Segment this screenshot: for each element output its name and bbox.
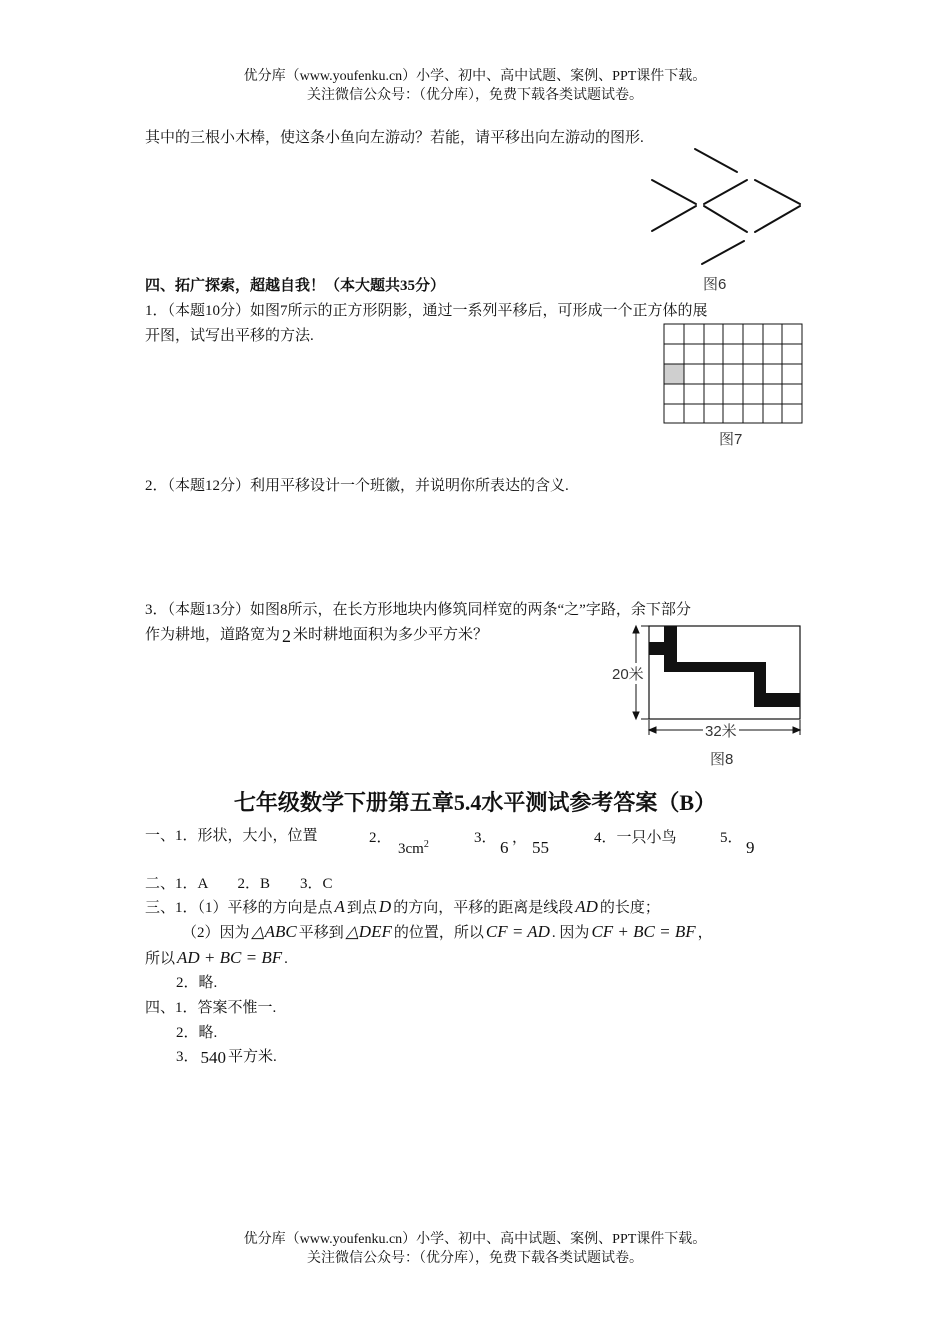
figure-7-caption: 图7 (719, 431, 743, 448)
answer-area-value: 540 (200, 1048, 227, 1067)
answer-1-3-value-1: 6 (500, 838, 509, 857)
answer-4-text-a: （2）因为 (182, 925, 250, 941)
q3-text-a: 作为耕地，道路宽为 (145, 627, 281, 643)
answer-1-3-label: 3． (474, 830, 497, 846)
triangle-abc: △ABC (251, 922, 297, 941)
answer-row-4 (182, 922, 713, 943)
fish-stick (704, 206, 747, 232)
answer-1-3-comma: ， (512, 830, 528, 846)
fish-stick (755, 206, 800, 232)
equation-cf-bc-bf: CF + BC = BF (591, 922, 696, 941)
answer-4-text-c: 的位置，所以 (393, 925, 484, 941)
answer-row-5 (145, 948, 288, 969)
footer-line-1: 优分库（www.youfenku.cn）小学、初中、高中试题、案例、PPT课件下载。 (243, 1232, 707, 1247)
fish-stick (652, 206, 696, 231)
answer-3-text-d: 的长度； (599, 900, 660, 916)
answer-row-2: 二、1．A 2．B 3．C (145, 876, 333, 892)
q3-text-b: 米时耕地面积为多少平方米？ (293, 627, 489, 643)
answer-1-2-exponent: 2 (423, 839, 429, 850)
triangle-def: △DEF (345, 922, 392, 941)
answer-1-5-label: 5． (720, 830, 743, 846)
q2-text: 2．（本题12分）利用平移设计一个班徽，并说明你所表达的含义. (145, 478, 569, 494)
segment-ad: AD (575, 897, 598, 916)
answer-row-6: 2．略. (176, 975, 218, 991)
figure-8-width-label: 32米 (703, 720, 739, 741)
answer-1-2-unit: 3cm (398, 841, 424, 857)
fish-stick (695, 149, 737, 172)
fish-stick (755, 180, 800, 204)
q3-road-width: 2 (282, 626, 292, 646)
shaded-square (664, 364, 684, 384)
point-a: A (334, 897, 345, 916)
q3-line-2 (145, 623, 488, 645)
answer-1-2-label: 2． (369, 830, 392, 846)
section-4-heading: 四、拓广探索，超越自我！（本大题共35分） (145, 278, 446, 294)
fish-stick (652, 180, 696, 204)
equation-cf-ad: CF = AD (485, 922, 550, 941)
fish-stick (704, 180, 747, 204)
equation-ad-bc-bf: AD + BC = BF (177, 948, 283, 967)
header-line-2: 关注微信公众号：（优分库），免费下载各类试题试卷。 (307, 88, 643, 103)
answer-row-7: 四、1．答案不惟一. (145, 1000, 277, 1016)
answer-9-text-b: 平方米. (228, 1049, 277, 1065)
answer-4-text-b: 平移到 (298, 925, 344, 941)
answer-1-3-value-2: 55 (532, 838, 549, 857)
answer-5-text-a: 所以 (145, 951, 176, 967)
q3-line-1: 3．（本题13分）如图8所示，在长方形地块内修筑同样宽的两条“之”字路，余下部分 (145, 602, 691, 618)
answer-3-text-c: 的方向，平移的距离是线段 (393, 900, 574, 916)
answer-row-8: 2．略. (176, 1025, 218, 1041)
answers-title: 七年级数学下册第五章5.4水平测试参考答案（B） (233, 790, 717, 815)
answer-row-1-label: 一、1．形状，大小，位置 (145, 828, 318, 844)
answer-1-2-value (398, 839, 429, 858)
answer-3-text-b: 到点 (346, 900, 377, 916)
header-line-1: 优分库（www.youfenku.cn）小学、初中、高中试题、案例、PPT课件下载。 (243, 69, 707, 84)
footer-line-2: 关注微信公众号：（优分库），免费下载各类试题试卷。 (307, 1251, 643, 1266)
answer-1-5-value: 9 (746, 838, 755, 857)
answer-row-9 (176, 1046, 277, 1067)
answer-3-text-a: 三、1．（1）平移的方向是点 (145, 900, 333, 916)
answer-1-4: 4．一只小鸟 (594, 830, 677, 846)
answer-row-3 (145, 897, 660, 918)
figure-8-caption: 图8 (710, 751, 734, 768)
figure-6-caption: 图6 (703, 276, 727, 293)
answer-5-text-b: . (284, 951, 288, 967)
answer-9-text-a: 3． (176, 1049, 199, 1065)
fish-stick (702, 241, 744, 264)
point-d: D (378, 897, 392, 916)
q1-line-2: 开图，试写出平移的方法. (145, 328, 314, 344)
figure-7-grid (662, 323, 804, 425)
figure-6-fish (640, 140, 810, 270)
q1-line-1: 1．（本题10分）如图7所示的正方形阴影，通过一系列平移后，可形成一个正方体的展 (145, 303, 708, 319)
answer-4-text-d: . 因为 (551, 925, 590, 941)
answer-4-text-e: ， (697, 925, 713, 941)
zigzag-road (649, 626, 800, 707)
figure-8-height-label: 20米 (612, 663, 644, 684)
intro-text: 其中的三根小木棒，使这条小鱼向左游动？若能，请平移出向左游动的图形. (145, 130, 644, 146)
